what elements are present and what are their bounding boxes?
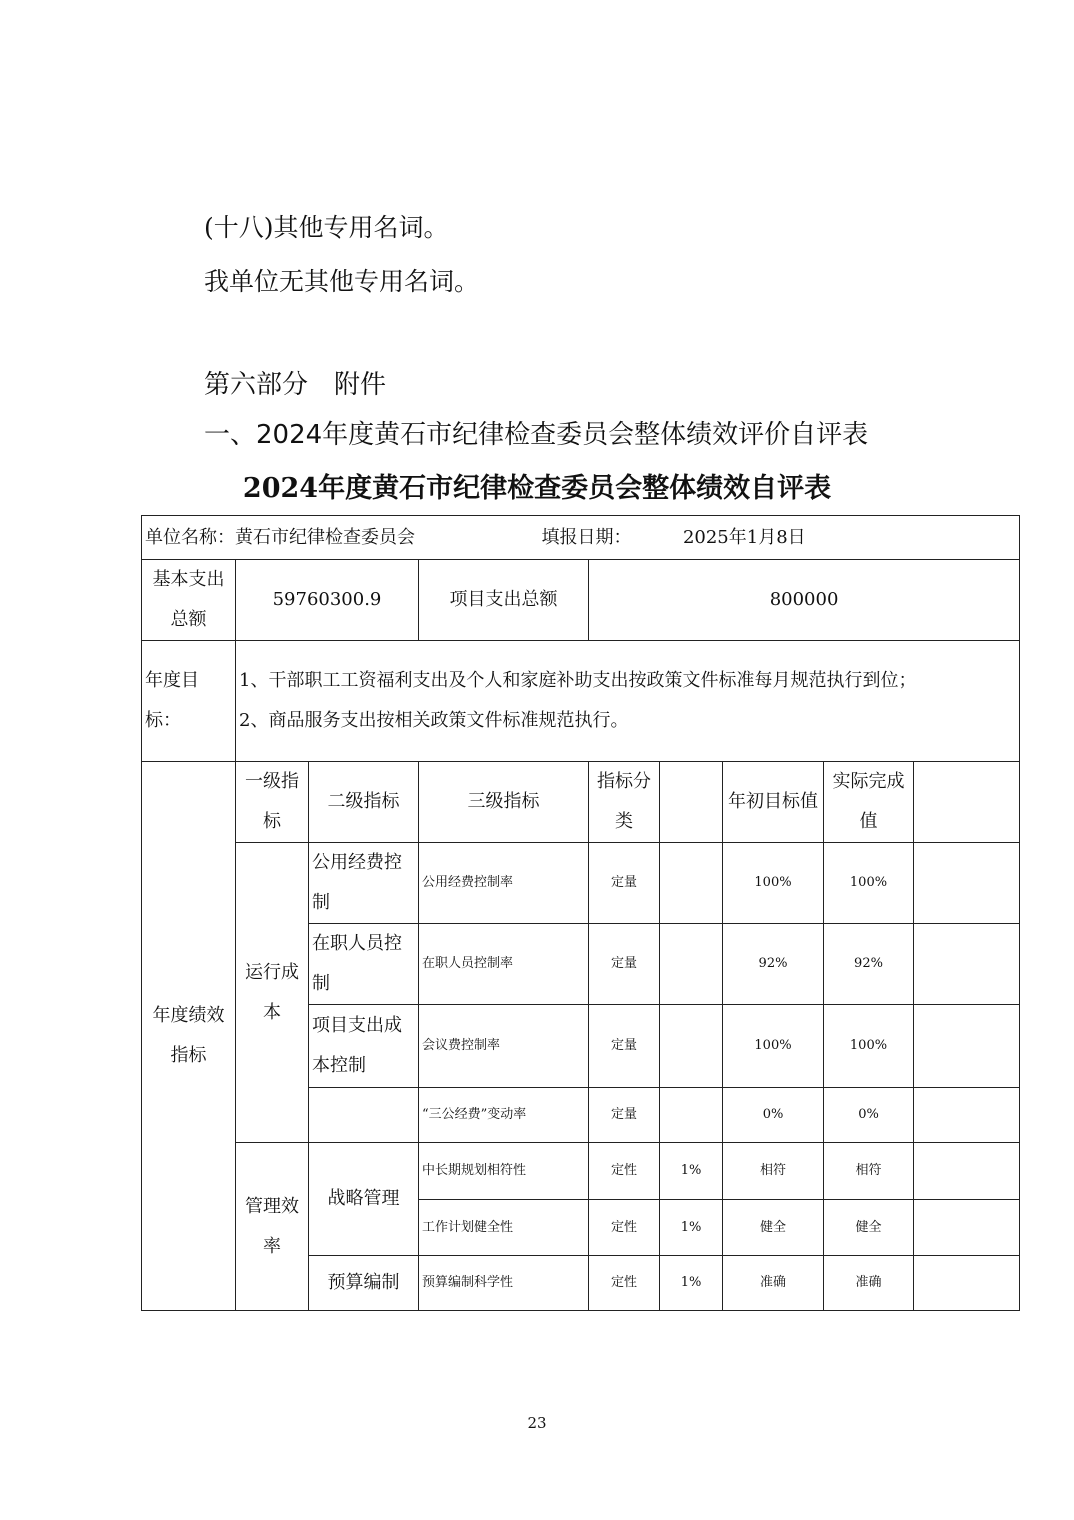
- actual-cell: 相符: [824, 1143, 914, 1200]
- blank-cell: [914, 1005, 1020, 1088]
- level3-cell: 在职人员控制率: [419, 924, 589, 1005]
- annual-goal-text: [236, 641, 1020, 762]
- table-title: 2024年度黄石市纪律检查委员会整体绩效自评表: [242, 473, 832, 504]
- type-cell: 定量: [589, 1088, 660, 1143]
- target-cell: 100%: [723, 843, 824, 924]
- annual-goal-label: 年度目标：: [142, 641, 236, 762]
- target-cell: 92%: [723, 924, 824, 1005]
- actual-cell: 100%: [824, 843, 914, 924]
- blank-cell: [914, 1143, 1020, 1200]
- header-cell: [660, 762, 723, 843]
- table-header-row: [142, 762, 1020, 843]
- table-row: [142, 843, 1020, 924]
- weight-cell: 1%: [660, 1143, 723, 1200]
- type-cell: 定量: [589, 924, 660, 1005]
- weight-cell: 1%: [660, 1200, 723, 1256]
- level1-cell: 管理效率: [236, 1143, 309, 1311]
- fill-date: 2025年1月8日: [682, 526, 806, 548]
- level3-cell: 工作计划健全性: [419, 1200, 589, 1256]
- level3-cell: 中长期规划相符性: [419, 1143, 589, 1200]
- unit-name: 单位名称：黄石市纪律检查委员会: [145, 526, 415, 548]
- weight-cell: [660, 1005, 723, 1088]
- level3-cell: 会议费控制率: [419, 1005, 589, 1088]
- target-cell: 0%: [723, 1088, 824, 1143]
- type-cell: 定量: [589, 843, 660, 924]
- table-row: [142, 516, 1020, 560]
- target-cell: 健全: [723, 1200, 824, 1256]
- type-cell: 定量: [589, 1005, 660, 1088]
- attachment1-heading: 一、2024年度黄石市纪律检查委员会整体绩效评价自评表: [204, 420, 869, 450]
- header-cell: 年初目标值: [723, 762, 824, 843]
- project-expense-label: 项目支出总额: [419, 560, 589, 641]
- goal-line: 2、商品服务支出按相关政策文件标准规范执行。: [239, 710, 629, 731]
- actual-cell: 92%: [824, 924, 914, 1005]
- type-cell: 定性: [589, 1256, 660, 1311]
- blank-cell: [914, 1256, 1020, 1311]
- level2-cell: 项目支出成本控制: [309, 1005, 419, 1088]
- project-expense-value: 800000: [589, 560, 1020, 641]
- actual-cell: 0%: [824, 1088, 914, 1143]
- target-cell: 100%: [723, 1005, 824, 1088]
- blank-cell: [914, 1088, 1020, 1143]
- level3-cell: 预算编制科学性: [419, 1256, 589, 1311]
- basic-expense-label: 基本支出总额: [142, 560, 236, 641]
- header-cell: 一级指标: [236, 762, 309, 843]
- fill-date-label: 填报日期：: [541, 526, 632, 548]
- basic-expense-value: 59760300.9: [236, 560, 419, 641]
- goal-line: 1、干部职工工资福利支出及个人和家庭补助支出按政策文件标准每月规范执行到位；: [239, 670, 917, 691]
- level3-cell: “三公经费”变动率: [419, 1088, 589, 1143]
- header-cell: 指标分类: [589, 762, 660, 843]
- page-number: 23: [527, 1414, 547, 1432]
- table-row: [142, 560, 1020, 641]
- header-cell: 实际完成值: [824, 762, 914, 843]
- blank-cell: [914, 1200, 1020, 1256]
- weight-cell: [660, 1088, 723, 1143]
- level2-cell: 公用经费控制: [309, 843, 419, 924]
- level3-cell: 公用经费控制率: [419, 843, 589, 924]
- level1-cell: 运行成本: [236, 843, 309, 1143]
- part6-heading: 第六部分 附件: [204, 370, 387, 400]
- level2-cell: [309, 1088, 419, 1143]
- level2-cell: 在职人员控制: [309, 924, 419, 1005]
- self-evaluation-table: [141, 515, 1020, 1311]
- header-cell: 三级指标: [419, 762, 589, 843]
- weight-cell: [660, 843, 723, 924]
- target-cell: 准确: [723, 1256, 824, 1311]
- type-cell: 定性: [589, 1143, 660, 1200]
- item18-heading: (十八)其他专用名词。: [204, 213, 449, 242]
- blank-cell: [914, 924, 1020, 1005]
- header-cell: 二级指标: [309, 762, 419, 843]
- item18-body: 我单位无其他专用名词。: [204, 267, 480, 296]
- actual-cell: 健全: [824, 1200, 914, 1256]
- type-cell: 定性: [589, 1200, 660, 1256]
- weight-cell: 1%: [660, 1256, 723, 1311]
- unit-date-cell: [142, 516, 1020, 560]
- weight-cell: [660, 924, 723, 1005]
- actual-cell: 准确: [824, 1256, 914, 1311]
- actual-cell: 100%: [824, 1005, 914, 1088]
- level2-cell: 战略管理: [309, 1143, 419, 1256]
- table-row: [142, 641, 1020, 762]
- header-cell: [914, 762, 1020, 843]
- indicators-label: 年度绩效指标: [142, 762, 236, 1311]
- level2-cell: 预算编制: [309, 1256, 419, 1311]
- blank-cell: [914, 843, 1020, 924]
- table-row: [142, 1143, 1020, 1200]
- target-cell: 相符: [723, 1143, 824, 1200]
